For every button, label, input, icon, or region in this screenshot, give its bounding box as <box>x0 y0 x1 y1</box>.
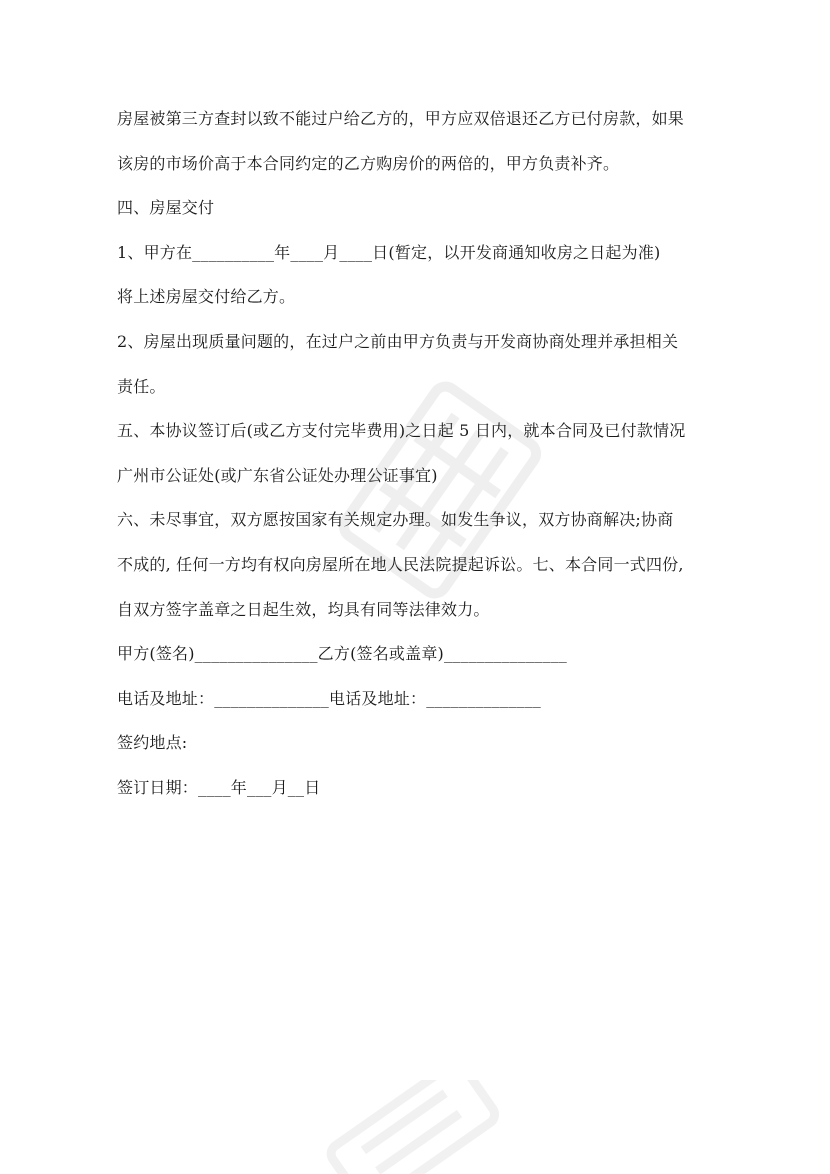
text-line: 自双方签字盖章之日起生效，均具有同等法律效力。 <box>117 599 490 619</box>
text-line: 将上述房屋交付给乙方。 <box>117 287 296 307</box>
text-line: 广州市公证处(或广东省公证处办理公证事宜) <box>117 465 438 485</box>
text-line: 五、本协议签订后(或乙方支付完毕费用)之日起 5 日内，就本合同及已付款情况 <box>117 421 686 441</box>
section-heading: 四、房屋交付 <box>117 198 215 218</box>
text-line: 责任。 <box>117 376 166 396</box>
document-body <box>117 107 717 821</box>
text-line: 不成的, 任何一方均有权向房屋所在地人民法院提起诉讼。七、本合同一式四份, <box>117 554 684 574</box>
signing-date-line: 签订日期：____年___月__日 <box>117 777 321 797</box>
signing-place-line: 签约地点: <box>117 733 188 753</box>
text-line: 六、未尽事宜，双方愿按国家有关规定办理。如发生争议，双方协商解决;协商 <box>117 510 674 530</box>
watermark-logo-bottom <box>300 1080 520 1174</box>
text-line: 1、甲方在__________年____月____日(暂定，以开发商通知收房之日起为准) <box>117 242 661 262</box>
signature-line-party: 甲方(签名)_______________乙方(签名或盖章)_______________ <box>117 644 567 664</box>
text-line: 该房的市场价高于本合同约定的乙方购房价的两倍的，甲方负责补齐。 <box>117 153 620 173</box>
text-line: 2、房屋出现质量问题的，在过户之前由甲方负责与开发商协商处理并承担相关 <box>117 331 679 351</box>
text-line: 房屋被第三方查封以致不能过户给乙方的，甲方应双倍退还乙方已付房款，如果 <box>117 109 685 128</box>
signature-line-contact: 电话及地址：______________电话及地址：______________ <box>117 688 542 708</box>
